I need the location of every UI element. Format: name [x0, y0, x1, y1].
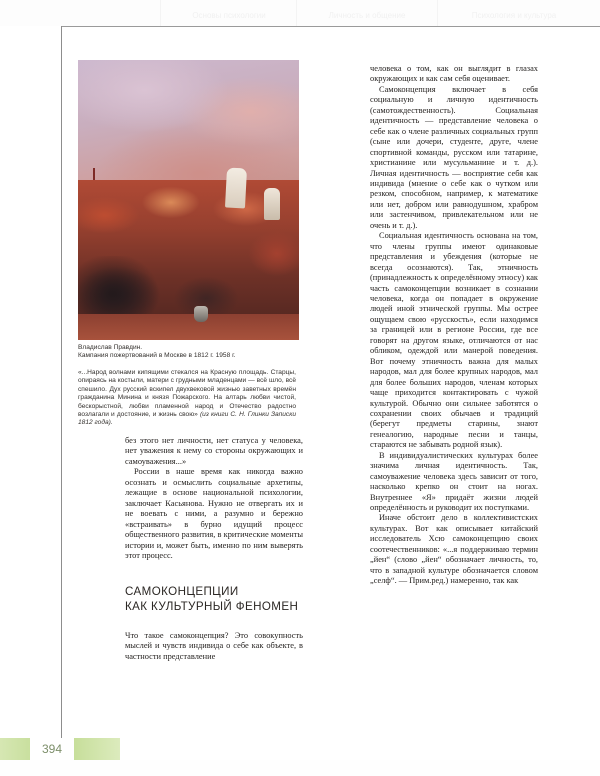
- right-paragraph-5: Иначе обстоит дело в коллективистских культурах. Вот как описывает китайский исследователь Хсю самоконцепцию своих соотечественников: «...я поддерживаю термин „йен“ (слово „йен“ обозначает личность, то, что в западной культуре обозначается словом „селф“. — Прим.ред.) намеренно, так как: [370, 513, 538, 586]
- painting-figure-white-shirt: [225, 168, 247, 209]
- left-column: [125, 436, 303, 662]
- page-number: 394: [30, 738, 74, 760]
- figure-credit-author: Владислав Правдин.: [78, 344, 143, 351]
- tab-psihologiya-i-kultura[interactable]: Психология и культура: [471, 11, 557, 20]
- left-paragraph-3: Что такое самоконцепция? Это совокупность мыслей и чувств индивида о себе как объекте, в частности представление: [125, 630, 303, 661]
- right-paragraph-1: человека о том, как он выглядит в глазах окружающих и как сам себя оценивает.: [370, 64, 538, 84]
- page-edge-left: [61, 26, 62, 776]
- painting-figure-white-shirt-2: [264, 188, 280, 220]
- page-edge-top: [61, 26, 600, 27]
- figure-painting: [78, 60, 299, 340]
- figure-quote-text: «...Народ волнами кипящими стекался на Красную площадь. Старцы, опираясь на костыли, матери с грудными младенцами — всё шло, всё спешило. Дух русский вскипел двухвековой жизнью заветных времён гражданина Минина и князя Пожарского. На алтарь любви чистой, бескорыстной, любви пламенной народ и Отечество радостно возлагали и достояние, и жизнь свою»: [78, 369, 296, 419]
- tab-lichnost-i-obshchenie[interactable]: Личность и общение: [328, 11, 406, 20]
- painting-kettle: [194, 306, 208, 322]
- painting-canvas: [78, 60, 299, 340]
- page-section-heading-line1: САМОКОНЦЕПЦИИ: [125, 585, 239, 599]
- footer-band-right: [72, 738, 120, 760]
- scan-bottom-edge: [0, 760, 600, 776]
- tab-osnovy-psihologii[interactable]: Основы психологии: [192, 11, 266, 20]
- right-column: [370, 64, 538, 587]
- figure-caption: [78, 344, 296, 360]
- painting-ground: [78, 314, 299, 340]
- right-paragraph-2: Самоконцепция включает в себя социальную и личную идентичность (самотождественность). Социальная идентичность — представление человека о себе как о члене различных социальных групп (сыне или дочери, студенте, друге, члене спортивной команды, русском или татарине, христианине или мусульманине и т. д.). Личная идентичность — восприятие себя как индивида (мнение о себе как о чутком или резком, способном, например, к математике или нет, добром или равнодушном, храбром или застенчивом, привлекательном или не очень и т. д.).: [370, 84, 538, 230]
- figure-quote-source: (из книги С. Н. Глинки Записки 1812 года).: [78, 411, 296, 427]
- right-paragraph-4: В индивидуалистических культурах более значима личная идентичность. Так, самоуважение человека здесь зависит от того, насколько крепко он стоит на ногах. Внутреннее «Я» придаёт жизни людей определённость и руководит их поступками.: [370, 450, 538, 513]
- right-paragraph-3: Социальная идентичность основана на том, что члены группы имеют одинаковые представления и убеждения (которые не всегда осознаются). Так, этничность (принадлежность к определённому этносу) как часть самоконцепции возникает в сознании человека, когда он попадает в окружение людей иной этнической группы. Мы острее ощущаем свою «русскость», если находимся за границей или в регионе России, где все говорят на другом языке, отличаются от нас обликом, одеждой или манерой поведения. Вот почему этничность важна для малых народов, мал для более крупных народов, мал для более больших народов, членам которых чаще приходится контактировать с чужой культурой. Обычно они сильнее заботятся о сохранении своих обычаев и традиций (берегут предметы старины, знают генеалогию, народные песни и танцы, стараются не забывать родной язык).: [370, 231, 538, 450]
- figure-credit-title: Кампания пожертвований в Москве в 1812 г. 1958 г.: [78, 352, 236, 360]
- figure-quote-block: [78, 369, 296, 428]
- page-section-heading-line2: КАК КУЛЬТУРНЫЙ ФЕНОМЕН: [125, 600, 299, 614]
- page-footer-band: [0, 738, 600, 760]
- left-paragraph-1: без этого нет личности, нет статуса у человека, нет уважения к нему со стороны окружающих и самоуважения...»: [125, 436, 303, 466]
- left-paragraph-2: России в наше время как никогда важно осознать и осмыслить социальные архетипы, лежащие в основе национальной психологии, заключает Касьянова. Нужно не отвергать их и не воевать с ними, а разумно и бережно «встраивать» в бурно идущий процесс общественного развития, в критические моменты истории и, может быть, именно по ним выверять этот процесс.: [125, 467, 303, 560]
